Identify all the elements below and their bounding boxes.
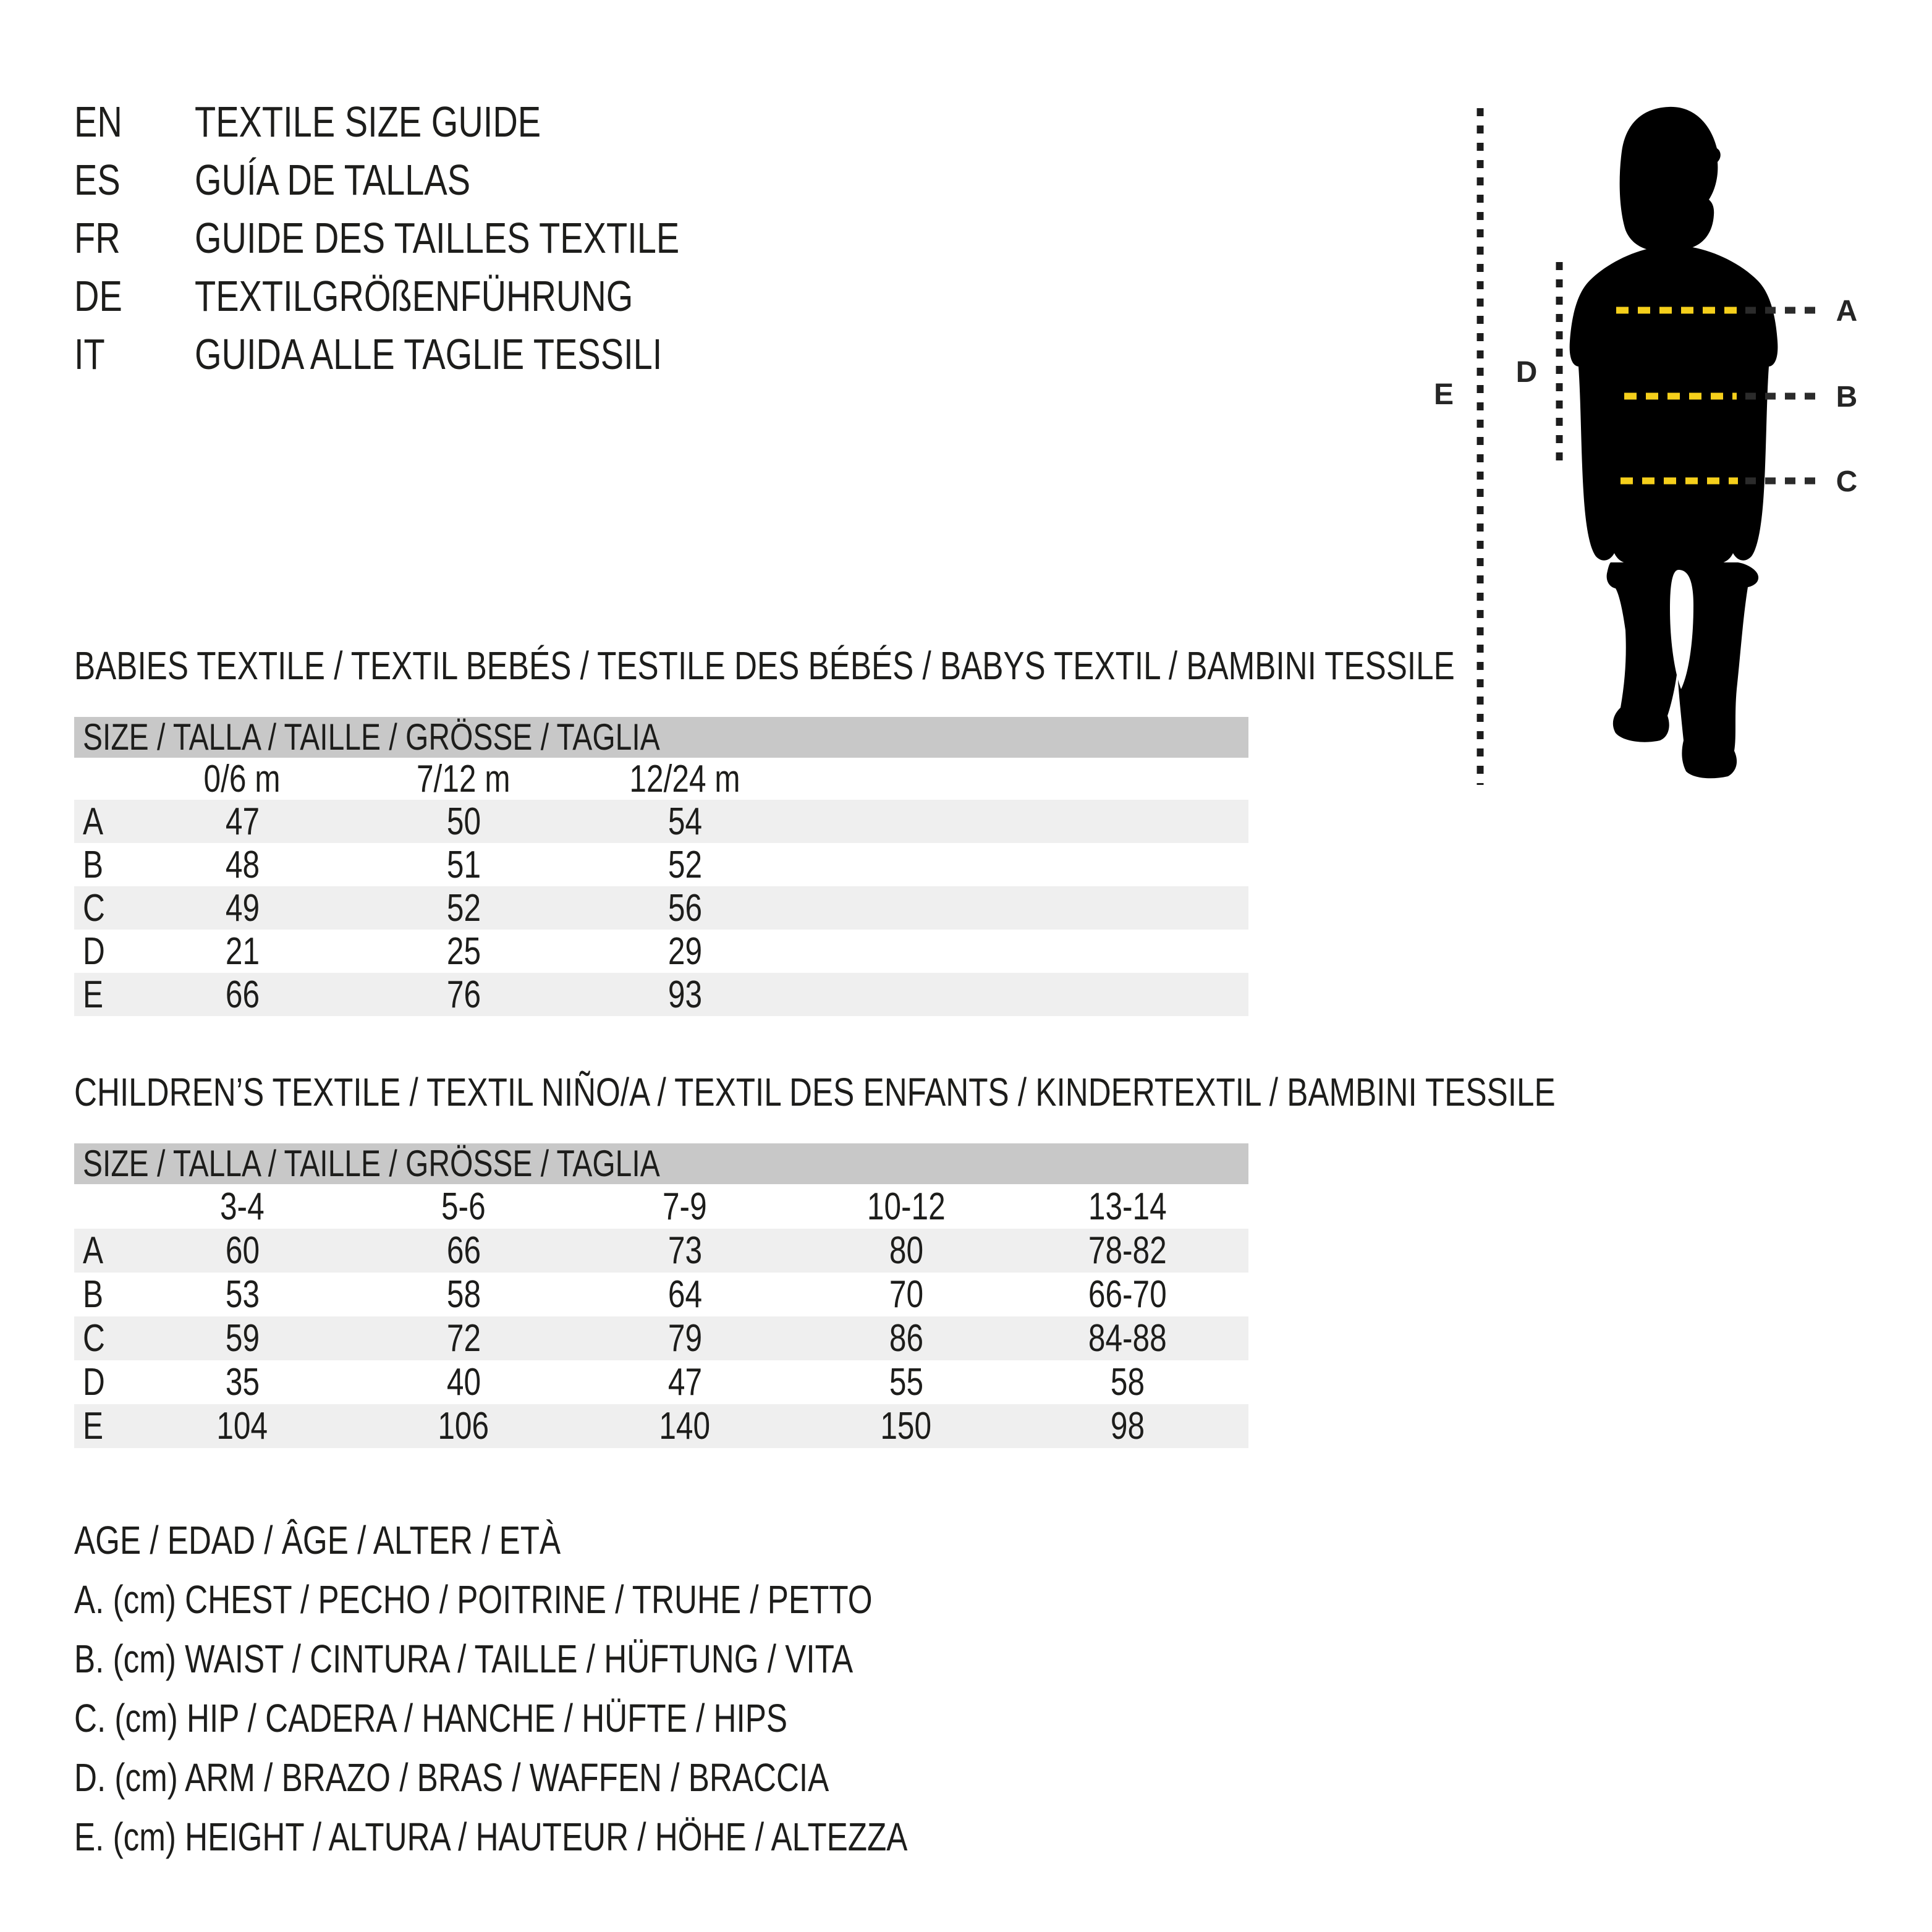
row-label: A xyxy=(83,1229,104,1272)
size-value-cell: 140 xyxy=(659,1405,711,1447)
size-value-cell: 25 xyxy=(446,930,481,973)
row-label: C xyxy=(83,1317,105,1360)
child-silhouette xyxy=(1570,107,1778,778)
size-value-cell: 84-88 xyxy=(1088,1317,1167,1360)
babies-size-table xyxy=(74,800,1248,1016)
language-row xyxy=(74,267,800,325)
measurement-legend xyxy=(74,1510,1116,1866)
size-value-cell: 66 xyxy=(446,1229,481,1272)
size-value-cell: 51 xyxy=(446,843,481,886)
language-code: IT xyxy=(74,330,105,378)
size-value-cell: 49 xyxy=(225,886,260,930)
babies-column-headers xyxy=(74,758,1248,800)
size-value-cell: 58 xyxy=(1110,1361,1145,1404)
size-value-cell: 98 xyxy=(1110,1405,1145,1447)
language-code: FR xyxy=(74,214,121,262)
size-value-cell: 56 xyxy=(667,886,702,930)
children-size-header-band: SIZE / TALLA / TAILLE / GRÖSSE / TAGLIA xyxy=(74,1143,1248,1184)
babies-column-header: 7/12 m xyxy=(417,757,511,800)
children-size-row xyxy=(74,1404,1248,1448)
children-size-row xyxy=(74,1273,1248,1316)
children-size-section xyxy=(74,1070,1556,1447)
legend-line: D. (cm) ARM / BRAZO / BRAS / WAFFEN / BRACCIA xyxy=(74,1755,829,1800)
size-value-cell: 40 xyxy=(446,1361,481,1404)
label-A: A xyxy=(1836,295,1858,328)
size-value-cell: 66 xyxy=(225,973,260,1016)
row-label: D xyxy=(83,1361,105,1404)
size-value-cell: 70 xyxy=(889,1273,923,1316)
legend-line: A. (cm) CHEST / PECHO / POITRINE / TRUHE / PETTO xyxy=(74,1577,873,1622)
size-value-cell: 54 xyxy=(667,800,702,843)
legend-line: AGE / EDAD / ÂGE / ALTER / ETÀ xyxy=(74,1518,561,1562)
children-column-header: 5-6 xyxy=(441,1185,486,1228)
size-value-cell: 93 xyxy=(667,973,702,1016)
size-value-cell: 52 xyxy=(667,843,702,886)
size-value-cell: 78-82 xyxy=(1088,1229,1167,1272)
size-value-cell: 21 xyxy=(225,930,260,973)
size-value-cell: 64 xyxy=(667,1273,702,1316)
children-size-table xyxy=(74,1229,1248,1448)
row-label: C xyxy=(83,886,105,930)
size-value-cell: 104 xyxy=(216,1405,268,1447)
size-value-cell: 150 xyxy=(880,1405,932,1447)
size-value-cell: 66-70 xyxy=(1088,1273,1167,1316)
language-code: DE xyxy=(74,272,122,320)
children-size-row xyxy=(74,1316,1248,1360)
babies-size-row xyxy=(74,973,1248,1016)
language-title: TEXTILE SIZE GUIDE xyxy=(195,98,541,146)
language-title-list xyxy=(74,93,800,383)
size-value-cell: 106 xyxy=(438,1405,489,1447)
label-C: C xyxy=(1836,465,1858,498)
label-B: B xyxy=(1836,381,1858,413)
row-label: B xyxy=(83,1273,104,1316)
children-size-row xyxy=(74,1360,1248,1404)
size-value-cell: 50 xyxy=(446,800,481,843)
legend-line: B. (cm) WAIST / CINTURA / TAILLE / HÜFTUNG / VITA xyxy=(74,1637,854,1681)
children-size-row xyxy=(74,1229,1248,1273)
size-value-cell: 86 xyxy=(889,1317,923,1360)
legend-line: C. (cm) HIP / CADERA / HANCHE / HÜFTE / HIPS xyxy=(74,1696,788,1740)
language-title: TEXTILGRÖßENFÜHRUNG xyxy=(195,272,633,320)
size-value-cell: 35 xyxy=(225,1361,260,1404)
size-value-cell: 58 xyxy=(446,1273,481,1316)
language-code: ES xyxy=(74,156,121,204)
size-value-cell: 59 xyxy=(225,1317,260,1360)
babies-size-section xyxy=(74,643,1455,1016)
size-value-cell: 47 xyxy=(225,800,260,843)
size-value-cell: 79 xyxy=(667,1317,702,1360)
babies-column-header: 12/24 m xyxy=(629,757,740,800)
children-column-header: 3-4 xyxy=(220,1185,265,1228)
language-code: EN xyxy=(74,98,122,146)
size-value-cell: 47 xyxy=(667,1361,702,1404)
babies-size-row xyxy=(74,930,1248,973)
size-value-cell: 72 xyxy=(446,1317,481,1360)
size-value-cell: 80 xyxy=(889,1229,923,1272)
babies-column-header: 0/6 m xyxy=(203,757,281,800)
children-column-header: 7-9 xyxy=(663,1185,707,1228)
size-value-cell: 73 xyxy=(667,1229,702,1272)
size-value-cell: 52 xyxy=(446,886,481,930)
row-label: D xyxy=(83,930,105,973)
babies-section-title: BABIES TEXTILE / TEXTIL BEBÉS / TESTILE DES BÉBÉS / BABYS TEXTIL / BAMBINI TESSILE xyxy=(74,643,1455,688)
size-value-cell: 53 xyxy=(225,1273,260,1316)
children-column-header: 13-14 xyxy=(1088,1185,1167,1228)
babies-size-row xyxy=(74,886,1248,930)
language-row xyxy=(74,151,800,209)
row-label: E xyxy=(83,1405,104,1447)
babies-size-row xyxy=(74,843,1248,886)
silhouette-torso xyxy=(1570,247,1778,564)
size-value-cell: 29 xyxy=(667,930,702,973)
babies-size-header-band: SIZE / TALLA / TAILLE / GRÖSSE / TAGLIA xyxy=(74,717,1248,758)
babies-size-row xyxy=(74,800,1248,843)
children-column-header: 10-12 xyxy=(866,1185,946,1228)
size-value-cell: 48 xyxy=(225,843,260,886)
children-section-title: CHILDREN’S TEXTILE / TEXTIL NIÑO/A / TEXTIL DES ENFANTS / KINDERTEXTIL / BAMBINI TESSILE xyxy=(74,1070,1556,1114)
children-column-headers xyxy=(74,1184,1248,1229)
language-title: GUIDE DES TAILLES TEXTILE xyxy=(195,214,680,262)
legend-line: E. (cm) HEIGHT / ALTURA / HAUTEUR / HÖHE / ALTEZZA xyxy=(74,1815,908,1859)
child-measurement-diagram xyxy=(1421,87,1932,803)
language-row xyxy=(74,325,800,383)
language-title: GUÍA DE TALLAS xyxy=(195,156,471,204)
row-label: A xyxy=(83,800,104,843)
row-label: E xyxy=(83,973,104,1016)
label-D: D xyxy=(1515,356,1538,389)
silhouette-head xyxy=(1620,107,1721,252)
size-value-cell: 76 xyxy=(446,973,481,1016)
language-row xyxy=(74,93,800,151)
size-value-cell: 55 xyxy=(889,1361,923,1404)
language-title: GUIDA ALLE TAGLIE TESSILI xyxy=(195,330,663,378)
row-label: B xyxy=(83,843,104,886)
language-row xyxy=(74,209,800,267)
label-E: E xyxy=(1433,378,1454,411)
size-value-cell: 60 xyxy=(225,1229,260,1272)
